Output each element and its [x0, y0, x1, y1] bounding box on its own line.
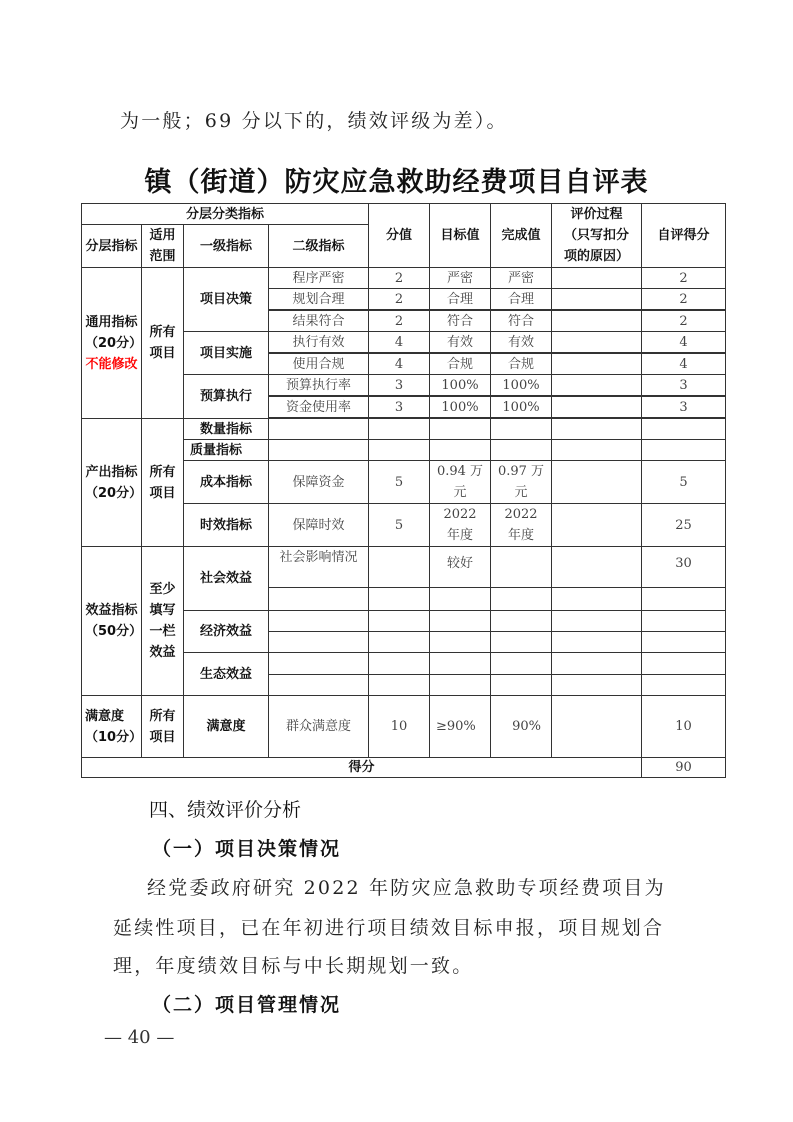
benefit-empty-cell	[268, 610, 369, 632]
general-row-actual: 有效	[490, 331, 552, 353]
general-row-second: 规划合理	[268, 288, 369, 310]
benefit-empty-cell	[429, 674, 491, 696]
general-row-target: 严密	[429, 267, 491, 289]
group-budget: 预算执行	[183, 374, 269, 419]
group-decision: 项目决策	[183, 267, 269, 332]
satisfaction-target: ≥90%	[429, 695, 491, 758]
benefit-empty-cell	[641, 631, 726, 653]
quality-self	[641, 439, 726, 461]
benefit-empty-cell	[429, 587, 491, 611]
benefit-empty-cell	[368, 631, 430, 653]
quality-target	[429, 439, 491, 461]
quality-process	[551, 439, 642, 461]
general-row-self: 4	[641, 353, 726, 375]
benefit-scope-note: 至少填写一栏效益	[141, 546, 184, 696]
header-self-score: 自评得分	[641, 203, 726, 268]
header-second-level: 二级指标	[268, 224, 369, 268]
time-process	[551, 503, 642, 547]
general-row-process	[551, 396, 642, 418]
header-score: 分值	[368, 203, 430, 268]
satisfaction-level: 满意度（10分）	[81, 695, 142, 758]
social-process	[551, 546, 642, 588]
benefit-empty-cell	[551, 631, 642, 653]
general-level-note: 不能修改	[85, 356, 138, 372]
self-evaluation-table	[81, 203, 726, 778]
general-row-second: 结果符合	[268, 310, 369, 332]
quantity-self	[641, 418, 726, 440]
social-second: 社会影响情况	[268, 546, 369, 588]
cost-process	[551, 460, 642, 504]
quantity-process	[551, 418, 642, 440]
social-self: 30	[641, 546, 726, 588]
satisfaction-score: 10	[368, 695, 430, 758]
satisfaction-scope: 所有项目	[141, 695, 184, 758]
general-row-second: 程序严密	[268, 267, 369, 289]
general-row-second: 资金使用率	[268, 396, 369, 418]
general-row-process	[551, 374, 642, 396]
benefit-empty-cell	[368, 674, 430, 696]
group-implementation: 项目实施	[183, 331, 269, 375]
general-row-target: 100%	[429, 374, 491, 396]
benefit-empty-cell	[268, 652, 369, 675]
general-row-score: 3	[368, 374, 430, 396]
benefit-empty-cell	[490, 610, 552, 632]
benefit-empty-cell	[551, 610, 642, 632]
satisfaction-actual: 90%	[490, 695, 552, 758]
benefit-empty-cell	[429, 610, 491, 632]
general-row-process	[551, 310, 642, 332]
table-title: 镇（街道）防灾应急救助经费项目自评表	[144, 167, 649, 198]
general-row-target: 合规	[429, 353, 491, 375]
benefit-empty-cell	[429, 631, 491, 653]
general-level-text: 通用指标（20分）	[85, 314, 143, 351]
cost-target: 0.94 万元	[429, 460, 491, 504]
time-self: 25	[641, 503, 726, 547]
social-score	[368, 546, 430, 588]
cost-actual: 0.97 万元	[490, 460, 552, 504]
header-level: 分层指标	[81, 224, 142, 268]
benefit-empty-cell	[490, 674, 552, 696]
quality-second	[268, 439, 369, 461]
total-label: 得分	[81, 757, 642, 778]
benefit-empty-cell	[429, 652, 491, 675]
output-scope: 所有项目	[141, 418, 184, 547]
general-row-target: 符合	[429, 310, 491, 332]
general-row-self: 2	[641, 310, 726, 332]
general-row-process	[551, 267, 642, 289]
satisfaction-self: 10	[641, 695, 726, 758]
para1-line2: 延续性项目，已在年初进行项目绩效目标申报，项目规划合	[113, 917, 665, 939]
quality-indicator: 质量指标	[183, 439, 269, 461]
general-row-score: 2	[368, 267, 430, 289]
social-benefit: 社会效益	[183, 546, 269, 611]
benefit-empty-cell	[268, 587, 369, 611]
time-second: 保障时效	[268, 503, 369, 547]
benefit-empty-cell	[551, 587, 642, 611]
page-number: — 40 —	[104, 1027, 175, 1048]
time-score: 5	[368, 503, 430, 547]
benefit-empty-cell	[551, 652, 642, 675]
general-row-actual: 合理	[490, 288, 552, 310]
general-row-process	[551, 288, 642, 310]
benefit-empty-cell	[490, 631, 552, 653]
general-row-second: 预算执行率	[268, 374, 369, 396]
benefit-empty-cell	[641, 652, 726, 675]
satisfaction-first: 满意度	[183, 695, 269, 758]
quality-actual	[490, 439, 552, 461]
general-level	[81, 267, 142, 419]
general-row-score: 2	[368, 310, 430, 332]
header-first-level: 一级指标	[183, 224, 269, 268]
benefit-empty-cell	[641, 674, 726, 696]
quantity-target	[429, 418, 491, 440]
cost-second: 保障资金	[268, 460, 369, 504]
subsection2-heading: （二）项目管理情况	[152, 994, 342, 1016]
ecological-benefit: 生态效益	[183, 652, 269, 696]
general-row-actual: 严密	[490, 267, 552, 289]
benefit-empty-cell	[268, 674, 369, 696]
general-row-self: 4	[641, 331, 726, 353]
satisfaction-process	[551, 695, 642, 758]
general-row-self: 3	[641, 396, 726, 418]
benefit-empty-cell	[641, 610, 726, 632]
cost-score: 5	[368, 460, 430, 504]
time-actual: 2022 年度	[490, 503, 552, 547]
general-row-score: 4	[368, 353, 430, 375]
social-actual	[490, 546, 552, 588]
general-row-actual: 合规	[490, 353, 552, 375]
benefit-empty-cell	[368, 610, 430, 632]
para1-line3: 理，年度绩效目标与中长期规划一致。	[113, 955, 474, 977]
cost-self: 5	[641, 460, 726, 504]
social-target: 较好	[429, 546, 491, 588]
benefit-empty-cell	[490, 587, 552, 611]
quantity-second	[268, 418, 369, 440]
benefit-empty-cell	[368, 587, 430, 611]
satisfaction-second: 群众满意度	[268, 695, 369, 758]
general-row-target: 合理	[429, 288, 491, 310]
total-value: 90	[641, 757, 726, 778]
header-group: 分层分类指标	[81, 203, 369, 225]
time-target: 2022 年度	[429, 503, 491, 547]
general-row-second: 执行有效	[268, 331, 369, 353]
quality-score	[368, 439, 430, 461]
general-row-self: 2	[641, 267, 726, 289]
intro-line: 为一般；69 分以下的，绩效评级为差）。	[120, 110, 508, 132]
general-row-self: 2	[641, 288, 726, 310]
general-scope: 所有项目	[141, 267, 184, 419]
general-row-self: 3	[641, 374, 726, 396]
quantity-indicator: 数量指标	[183, 418, 269, 440]
section4-heading: 四、绩效评价分析	[149, 799, 302, 821]
quantity-score	[368, 418, 430, 440]
general-row-target: 100%	[429, 396, 491, 418]
cost-indicator: 成本指标	[183, 460, 269, 504]
general-row-score: 4	[368, 331, 430, 353]
general-row-second: 使用合规	[268, 353, 369, 375]
general-row-target: 有效	[429, 331, 491, 353]
general-row-process	[551, 331, 642, 353]
general-row-score: 2	[368, 288, 430, 310]
economic-benefit: 经济效益	[183, 610, 269, 653]
benefit-empty-cell	[368, 652, 430, 675]
general-row-actual: 100%	[490, 374, 552, 396]
quantity-actual	[490, 418, 552, 440]
header-scope: 适用范围	[141, 224, 184, 268]
benefit-empty-cell	[268, 631, 369, 653]
header-process: 评价过程（只写扣分项的原因）	[551, 203, 642, 268]
benefit-empty-cell	[551, 674, 642, 696]
output-level: 产出指标（20分）	[81, 418, 142, 547]
benefit-empty-cell	[641, 587, 726, 611]
general-row-score: 3	[368, 396, 430, 418]
general-row-actual: 100%	[490, 396, 552, 418]
header-actual: 完成值	[490, 203, 552, 268]
header-target: 目标值	[429, 203, 491, 268]
time-indicator: 时效指标	[183, 503, 269, 547]
benefit-level: 效益指标（50分）	[81, 546, 142, 696]
general-row-actual: 符合	[490, 310, 552, 332]
benefit-empty-cell	[490, 652, 552, 675]
para1-line1: 经党委政府研究 2022 年防灾应急救助专项经费项目为	[147, 877, 666, 899]
general-row-process	[551, 353, 642, 375]
subsection1-heading: （一）项目决策情况	[152, 838, 342, 860]
